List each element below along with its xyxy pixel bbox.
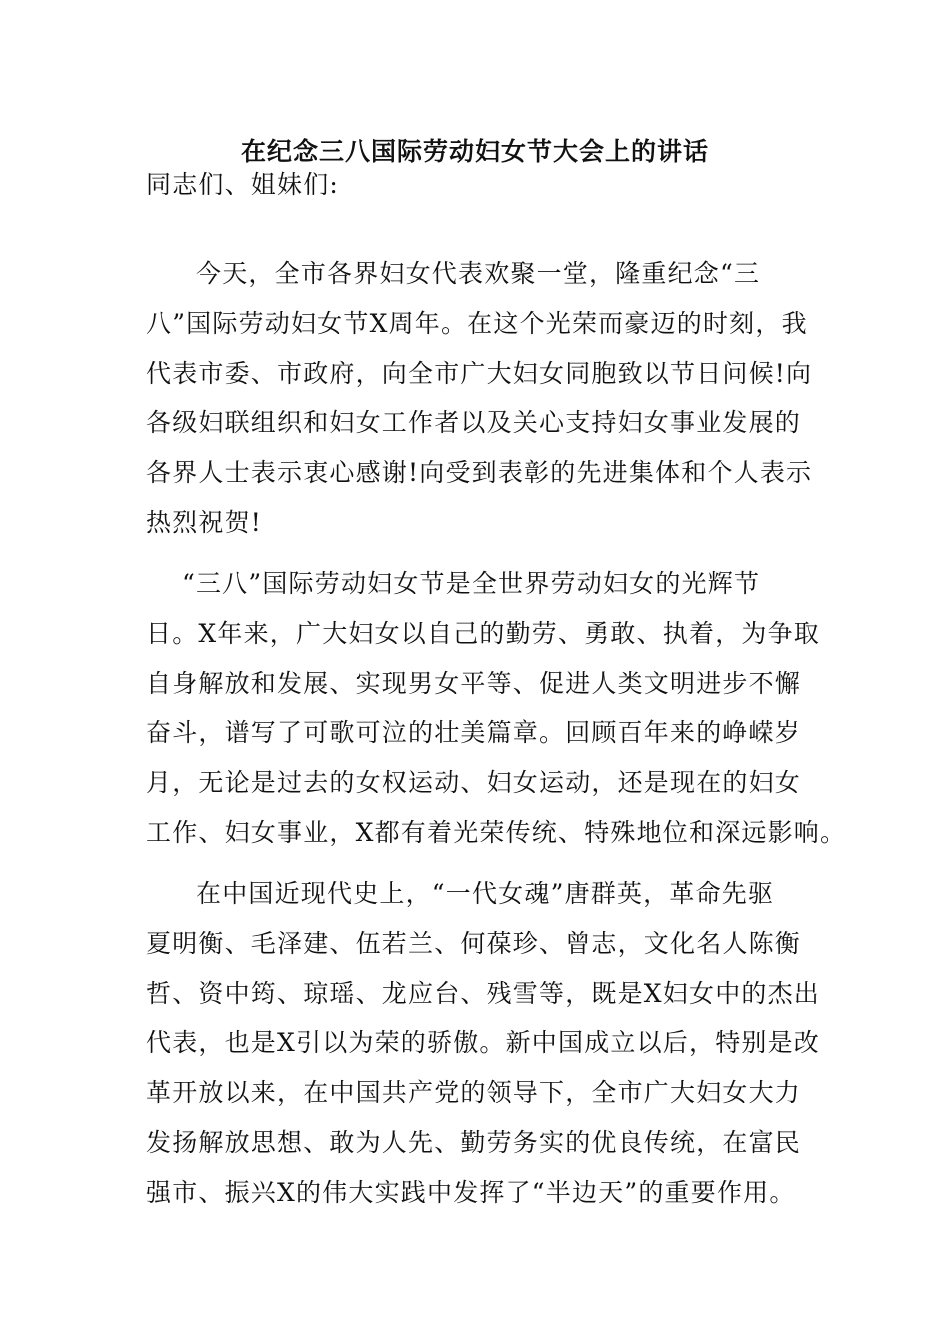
paragraph-line: 哲、资中筠、琼瑶、龙应台、残雪等，既是X妇女中的杰出 xyxy=(146,979,821,1008)
paragraph-line: “三八”国际劳动妇女节是全世界劳动妇女的光辉节 xyxy=(182,569,761,598)
paragraph-line: 发扬解放思想、敢为人先、勤劳务实的优良传统，在富民 xyxy=(146,1128,802,1157)
paragraph-line: 今天，全市各界妇女代表欢聚一堂，隆重纪念“三 xyxy=(196,259,761,288)
paragraph-line: 热烈祝贺! xyxy=(146,508,263,537)
paragraph-line: 奋斗，谱写了可歌可泣的壮美篇章。回顾百年来的峥嵘岁 xyxy=(146,718,802,747)
paragraph-line: 在中国近现代史上，“一代女魂”唐群英，革命先驱 xyxy=(196,879,775,908)
paragraph-line: 夏明衡、毛泽建、伍若兰、何葆珍、曾志，文化名人陈衡 xyxy=(146,929,802,958)
paragraph-line: 强市、振兴X的伟大实践中发挥了“半边天”的重要作用。 xyxy=(146,1178,796,1207)
paragraph-line: 各级妇联组织和妇女工作者以及关心支持妇女事业发展的 xyxy=(146,408,802,437)
paragraph-line: 自身解放和发展、实现男女平等、促进人类文明进步不懈 xyxy=(146,669,802,698)
salutation: 同志们、姐妹们: xyxy=(146,170,340,199)
paragraph-line: 各界人士表示衷心感谢!向受到表彰的先进集体和个人表示 xyxy=(146,458,813,487)
paragraph-line: 代表市委、市政府，向全市广大妇女同胞致以节日问候!向 xyxy=(146,359,813,388)
paragraph-line: 革开放以来，在中国共产党的领导下，全市广大妇女大力 xyxy=(146,1078,802,1107)
paragraph-line: 工作、妇女事业，X都有着光荣传统、特殊地位和深远影响。 xyxy=(146,818,847,847)
paragraph-line: 月，无论是过去的女权运动、妇女运动，还是现在的妇女 xyxy=(146,768,802,797)
paragraph-line: 八”国际劳动妇女节X周年。在这个光荣而豪迈的时刻，我 xyxy=(146,309,808,338)
paragraph-line: 日。X年来，广大妇女以自己的勤劳、勇敢、执着，为争取 xyxy=(146,619,821,648)
paragraph-line: 代表，也是X引以为荣的骄傲。新中国成立以后，特别是改 xyxy=(146,1028,821,1057)
document-title: 在纪念三八国际劳动妇女节大会上的讲话 xyxy=(240,137,709,166)
